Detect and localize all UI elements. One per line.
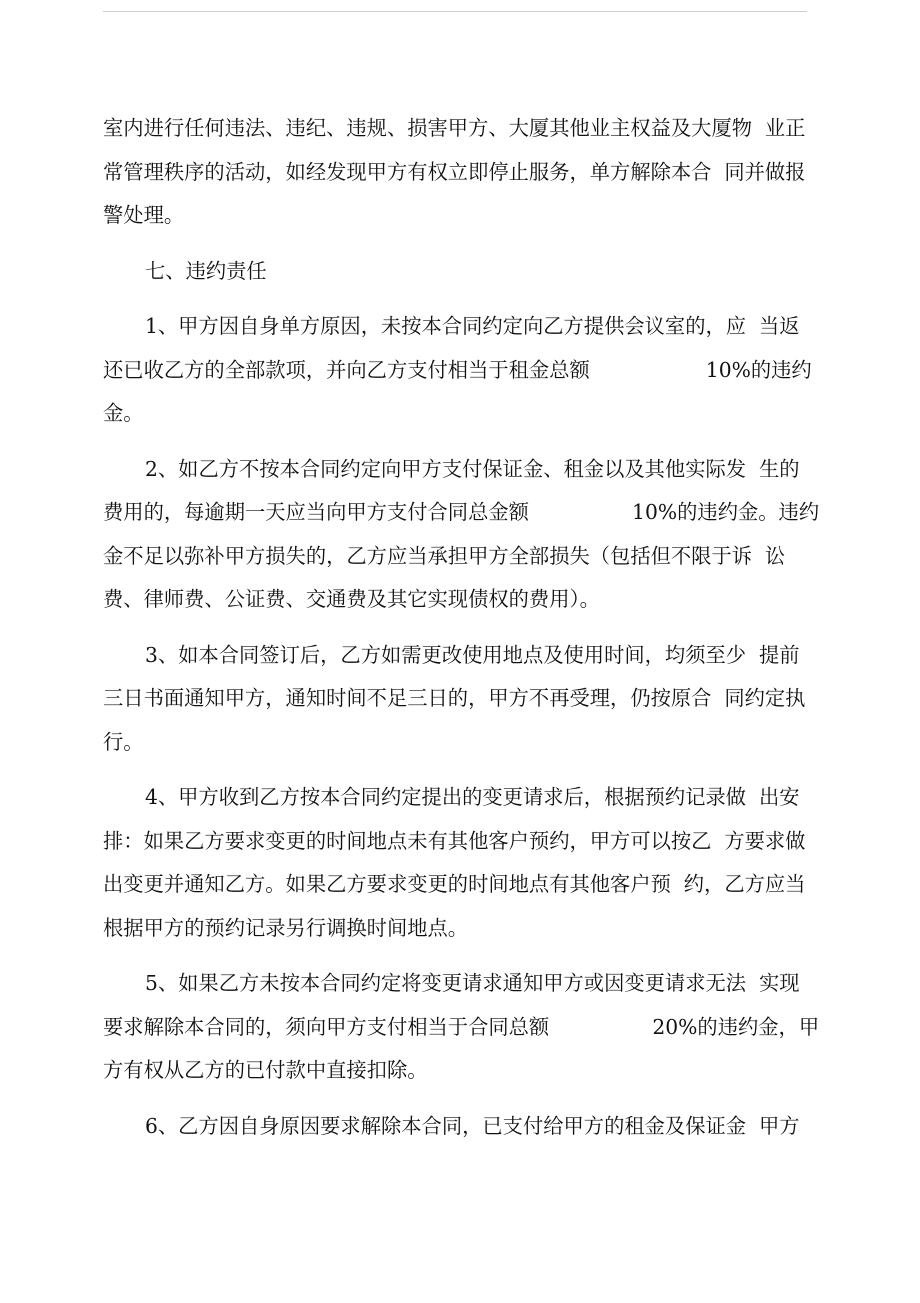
paragraph-continuation bbox=[103, 107, 807, 238]
text-line: 4、甲方收到乙方按本合同约定提出的变更请求后，根据预约记录做 出安 bbox=[145, 785, 800, 809]
clause-6 bbox=[103, 1105, 807, 1149]
document-body bbox=[103, 107, 820, 1160]
text-line: 行。 bbox=[103, 729, 144, 754]
text-line: 6、乙方因自身原因要求解除本合同，已支付给甲方的租金及保证金 甲方 bbox=[145, 1113, 800, 1138]
text-line: 排：如果乙方要求变更的时间地点未有其他客户预约，甲方可以按乙 方要求做 bbox=[103, 828, 806, 853]
text-line: 要求解除本合同的，须向甲方支付相当于合同总额 20%的违约金，甲 bbox=[103, 1014, 820, 1039]
text-line: 警处理。 bbox=[103, 203, 185, 227]
clause-2 bbox=[103, 448, 820, 622]
text-line: 金不足以弥补甲方损失的，乙方应当承担甲方全部损失（包括但不限于诉 讼 bbox=[103, 543, 786, 568]
text-line: 2、如乙方不按本合同约定向甲方支付保证金、租金以及其他实际发 生的 bbox=[145, 456, 800, 481]
clause-4 bbox=[103, 776, 807, 950]
text-line: 费、律师费、公证费、交通费及其它实现债权的费用）。 bbox=[103, 587, 600, 611]
clause-3 bbox=[103, 634, 807, 765]
text-line: 三日书面通知甲方，通知时间不足三日的，甲方不再受理，仍按原合 同约定执 bbox=[103, 686, 806, 710]
clause-1 bbox=[103, 305, 812, 436]
section-heading-text: 七、违约责任 bbox=[145, 258, 267, 283]
section-heading bbox=[103, 250, 807, 294]
text-line: 方有权从乙方的已付款中直接扣除。 bbox=[103, 1058, 428, 1082]
text-line: 常管理秩序的活动，如经发现甲方有权立即停止服务，单方解除本合 同并做报 bbox=[103, 159, 806, 184]
text-line: 还已收乙方的全部款项，并向乙方支付相当于租金总额 10%的违约 bbox=[103, 357, 812, 382]
text-line: 3、如本合同签订后，乙方如需更改使用地点及使用时间，均须至少 提前 bbox=[145, 642, 800, 667]
text-line: 5、如果乙方未按本合同约定将变更请求通知甲方或因变更请求无法 实现 bbox=[145, 971, 800, 995]
text-line: 费用的，每逾期一天应当向甲方支付合同总金额 10%的违约金。违约 bbox=[103, 500, 820, 524]
clause-5 bbox=[103, 962, 820, 1093]
text-line: 金。 bbox=[103, 401, 144, 425]
text-line: 室内进行任何违法、违纪、违规、损害甲方、大厦其他业主权益及大厦物 业正 bbox=[103, 116, 806, 140]
text-line: 根据甲方的预约记录另行调换时间地点。 bbox=[103, 915, 469, 940]
text-line: 出变更并通知乙方。如果乙方要求变更的时间地点有其他客户预 约，乙方应当 bbox=[103, 872, 806, 896]
text-line: 1、甲方因自身单方原因，未按本合同约定向乙方提供会议室的，应 当返 bbox=[145, 314, 800, 338]
page-top-rule bbox=[103, 11, 807, 12]
